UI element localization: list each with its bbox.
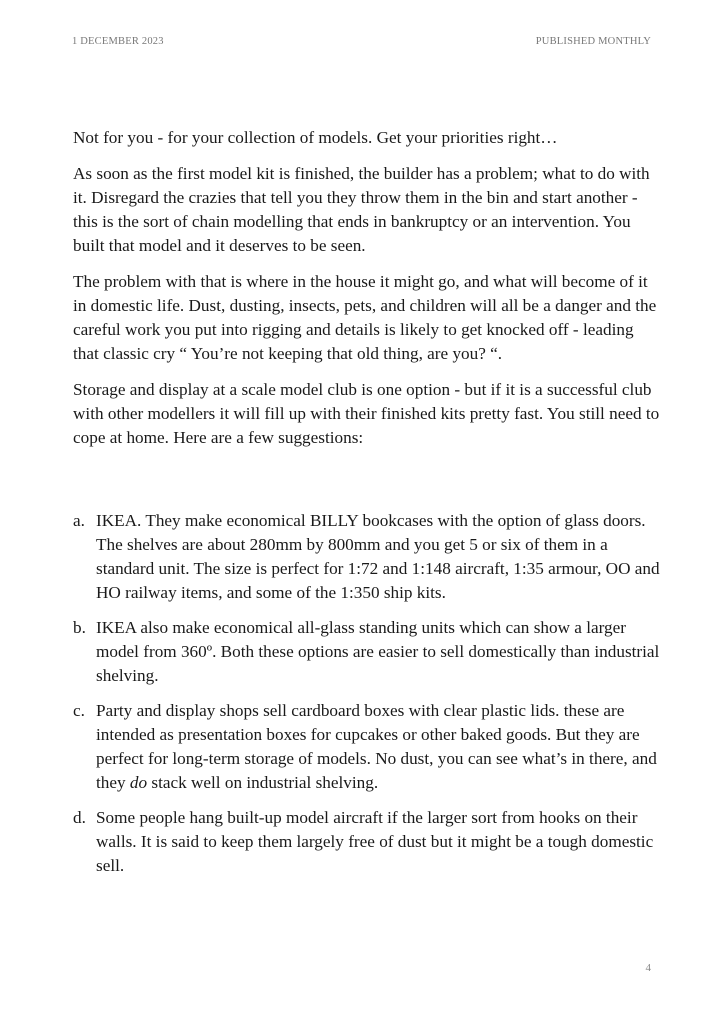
body-paragraph: Storage and display at a scale model club is one option - but if it is a successful club with other modellers it will fill up with their finished kits pretty fast. You still need to cope at home. Here are a few suggestions: <box>73 380 660 447</box>
list-item <box>73 806 663 878</box>
list-item <box>73 699 663 795</box>
list-item-text: IKEA also make economical all-glass standing units which can show a larger model from 360º. Both these options are easier to sell domestically than industrial shelving. <box>96 618 660 685</box>
list-marker: a. <box>73 511 85 530</box>
intro-paragraph: Not for you - for your collection of models. Get your priorities right… <box>73 128 558 147</box>
list-marker: c. <box>73 701 85 720</box>
body-paragraph: The problem with that is where in the house it might go, and what will become of it in domestic life. Dust, dusting, insects, pets, and children will all be a danger and the careful work you put into rigging and details is likely to get knocked off - leading that classic cry “ You’re not keeping that old thing, are you? “. <box>73 272 657 363</box>
page-header <box>72 36 651 50</box>
suggestions-list <box>73 509 663 889</box>
page-number: 4 <box>645 962 651 974</box>
list-item-text: Some people hang built-up model aircraft if the larger sort from hooks on their walls. It is said to keep them largely free of dust but it might be a tough domestic sell. <box>96 808 654 875</box>
list-item-text <box>96 701 657 792</box>
list-item-text-start: Party and display shops sell cardboard boxes with clear plastic lids. these are intended as presentation boxes for cupcakes or other baked goods. But they are perfect for long-term storage of models. No dust, you can see what’s in there, and they <box>96 701 657 792</box>
list-item-text-end: stack well on industrial shelving. <box>147 773 379 792</box>
publication-date: 1 DECEMBER 2023 <box>72 36 164 47</box>
list-item <box>73 509 663 605</box>
list-marker: b. <box>73 618 86 637</box>
list-marker: d. <box>73 808 86 827</box>
publication-frequency: PUBLISHED MONTHLY <box>535 36 651 47</box>
list-item-text: IKEA. They make economical BILLY bookcases with the option of glass doors. The shelves are about 280mm by 800mm and you get 5 or six of them in a standard unit. The size is perfect for 1:72 and 1:148 aircraft, 1:35 armour, OO and HO railway items, and some of the 1:350 ship kits. <box>96 511 660 602</box>
article-body <box>73 126 663 462</box>
body-paragraph: As soon as the first model kit is finished, the builder has a problem; what to do with it. Disregard the crazies that tell you they throw them in the bin and start another - this is the sort of chain modelling that ends in bankruptcy or an intervention. You built that model and it deserves to be seen. <box>73 164 650 255</box>
list-item <box>73 616 663 688</box>
emphasis-text: do <box>129 773 148 792</box>
